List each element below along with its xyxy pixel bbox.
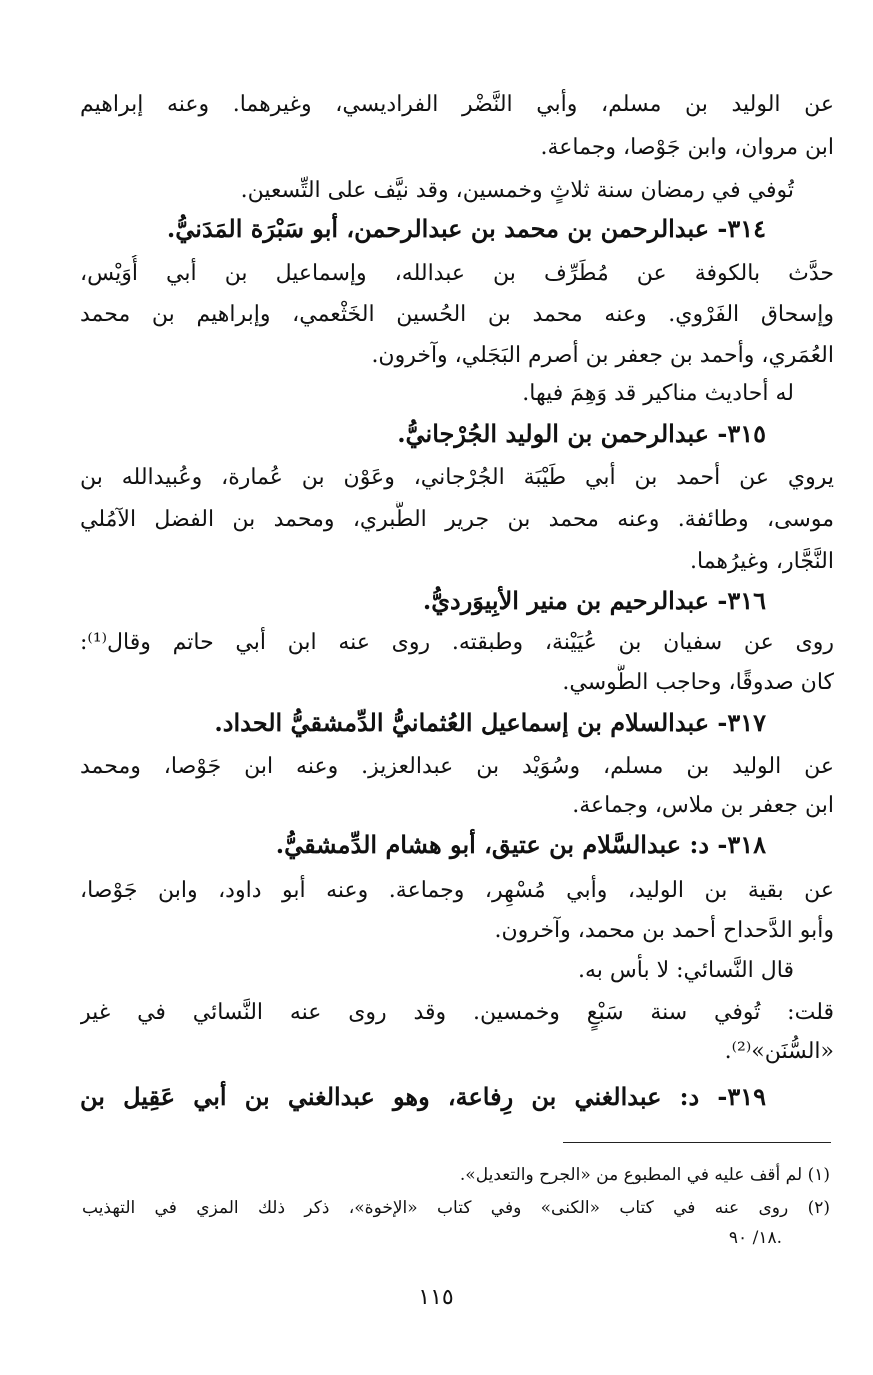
entry-heading-314: ٣١٤- عبدالرحمن بن محمد بن عبدالرحمن، أبو سَبْرَة المَدَنيُّ. (166, 214, 766, 243)
footnote-2: (٢) روى عنه في كتاب «الكنى» وفي كتاب «الإخوة»، ذكر ذلك المزي في التهذيب (82, 1198, 830, 1218)
body-line: ابن جعفر بن ملاس، وجماعة. (572, 793, 834, 818)
body-line: وأبو الدَّحداح أحمد بن محمد، وآخرون. (494, 918, 834, 943)
entry-heading-317: ٣١٧- عبدالسلام بن إسماعيل العُثمانيُّ الدِّمشقيُّ الحداد. (214, 708, 766, 737)
body-line: عن الوليد بن مسلم، وأبي النَّضْر الفراديسي، وغيرهما. وعنه إبراهيم (80, 92, 834, 117)
body-line: النَّجَّار، وغيرُهما. (690, 549, 834, 574)
footnote-separator (563, 1142, 831, 1143)
body-line: ابن مروان، وابن جَوْصا، وجماعة. (540, 135, 834, 160)
body-line: له أحاديث مناكير قد وَهِمَ فيها. (522, 381, 794, 406)
body-line: العُمَري، وأحمد بن جعفر بن أصرم البَجَلي، وآخرون. (371, 343, 834, 368)
page-number: ١١٥ (418, 1285, 454, 1310)
body-line: قلت: تُوفي سنة سَبْعٍ وخمسين. وقد روى عنه النَّسائي في غير (80, 1000, 834, 1025)
body-line: عن بقية بن الوليد، وأبي مُسْهِر، وجماعة. وعنه أبو داود، وابن جَوْصا، (80, 878, 834, 903)
body-line: موسى، وطائفة. وعنه محمد بن جرير الطَّبري، ومحمد بن الفضل الآمُلي (80, 507, 834, 532)
body-line: حدَّث بالكوفة عن مُطَرِّف بن عبدالله، وإسماعيل بن أبي أُوَيْس، (80, 261, 834, 286)
entry-heading-318: ٣١٨- د: عبدالسَّلام بن عتيق، أبو هشام الدِّمشقيُّ. (275, 830, 766, 859)
footnote-2-continuation: ١٨/ ٩٠. (728, 1228, 782, 1248)
entry-heading-316: ٣١٦- عبدالرحيم بن منير الأبِيوَرديُّ. (422, 586, 766, 615)
body-line: قال النَّسائي: لا بأس به. (578, 958, 794, 983)
entry-heading-315: ٣١٥- عبدالرحمن بن الوليد الجُرْجانيُّ. (397, 419, 766, 448)
body-line: عن الوليد بن مسلم، وسُوَيْد بن عبدالعزيز. وعنه ابن جَوْصا، ومحمد (80, 754, 834, 779)
entry-heading-319: ٣١٩- د: عبدالغني بن رِفاعة، وهو عبدالغني بن أبي عَقِيل بن (80, 1082, 766, 1111)
body-line: كان صدوقًا، وحاجب الطُّوسي. (562, 670, 834, 695)
body-line: روى عن سفيان بن عُيَيْنة، وطبقته. روى عنه ابن أبي حاتم وقال⁽¹⁾: (80, 630, 834, 655)
body-line: «السُّنَن»⁽²⁾. (724, 1039, 834, 1064)
body-line: تُوفي في رمضان سنة ثلاثٍ وخمسين، وقد نيَّف على التِّسعين. (240, 178, 794, 203)
footnote-1: (١) لم أقف عليه في المطبوع من «الجرح والتعديل». (459, 1165, 830, 1185)
body-line: يروي عن أحمد بن أبي طَيْبَة الجُرْجاني، وعَوْن بن عُمارة، وعُبيدالله بن (80, 465, 834, 490)
body-line: وإسحاق الفَرْوي. وعنه محمد بن الحُسين الخَثْعمي، وإبراهيم بن محمد (80, 302, 834, 327)
